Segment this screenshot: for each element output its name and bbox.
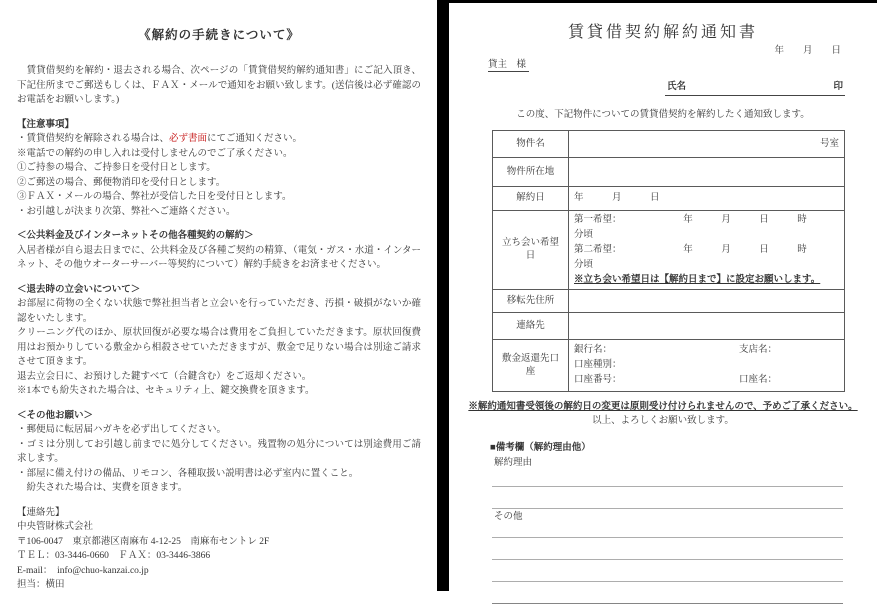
utilities-body: 入居者様が自ら退去日までに、公共料金及び各種ご契約の精算、（電気・ガス・水道・インターネット、その他ウオーターサーバー等契約について）解約手続きをお済ませください。	[17, 245, 421, 270]
row-refund-account	[493, 340, 845, 392]
walkthrough-paragraph: 退去立会日に、お預けした鍵すべて（合鍵含む）をご返却ください。	[17, 371, 312, 382]
ruled-line	[492, 538, 843, 560]
account-type-row	[574, 358, 839, 373]
walkthrough-paragraph: ※1本でも紛失された場合は、セキュリティ上、鍵交換費を頂きます。	[17, 386, 315, 396]
section-heading: 【注意事項】	[17, 119, 75, 130]
cell-label: 解約日	[493, 187, 569, 211]
section-heading: ＜退去時の立会いについて＞	[17, 284, 141, 295]
notice-line: ※電話での解約の申し入れは受付しませんのでご了承ください。	[17, 148, 293, 159]
meeting-first-choice: 第一希望： 年 月 日 時 分頃	[574, 215, 836, 240]
section-heading: ＜その他お願い＞	[17, 410, 94, 421]
account-branch-label: 支店名：	[739, 345, 778, 355]
row-meeting-date	[493, 211, 845, 290]
form-intro: この度、下記物件についての賃貸借契約を解約したく通知致します。	[516, 110, 810, 120]
contact-telfax: ＴＥＬ：03-3446-0660 ＦＡＸ：03-3446-3866	[17, 551, 211, 561]
section-contact	[17, 506, 421, 593]
meeting-note: ※立ち会い希望日は【解約日まで】に設定お願いします。	[574, 275, 821, 285]
cancellation-table	[492, 130, 845, 392]
seal-label: 印	[833, 82, 843, 92]
row-property-address	[493, 158, 845, 187]
row-cancel-date	[493, 187, 845, 211]
account-bank-row	[574, 343, 839, 358]
recipient-label: 貸主 様	[488, 60, 529, 72]
page-title: 《解約の手続きについて》	[138, 28, 300, 42]
form-title: 賃貸借契約解約通知書	[567, 24, 758, 41]
others-line: ・郵便局に転居届ハガキを必ず出してください。	[17, 425, 227, 435]
account-type-label: 口座種別：	[574, 360, 622, 370]
row-property-name	[493, 131, 845, 158]
ruled-line	[492, 560, 843, 582]
ruled-line	[492, 470, 843, 487]
contact-company: 中央管財株式会社	[17, 522, 94, 532]
cancellation-form-page	[437, 0, 877, 613]
form-content	[449, 3, 877, 604]
row-new-address	[493, 290, 845, 313]
section-heading: 【連絡先】	[17, 507, 65, 518]
emphasis-red-text: 必ず書面	[169, 134, 208, 144]
account-number-row	[574, 373, 839, 388]
date-line: 年 月 日	[774, 46, 841, 56]
others-line: ・部屋に備え付けの備品、リモコン、各種取扱い説明書は必ず室内に置くこと。	[17, 468, 359, 479]
ruled-line	[492, 582, 843, 604]
cell-label: 物件所在地	[493, 158, 569, 187]
section-notice	[17, 118, 421, 220]
notice-line: ③ＦＡＸ・メールの場合、弊社が受信した日を受付日とします。	[17, 192, 292, 202]
cell-label: 敷金返還先口座	[493, 340, 569, 392]
contact-email: E-mail： info@chuo-kanzai.co.jp	[17, 565, 149, 576]
cell-value	[569, 290, 845, 313]
intro-paragraph: 賃貸借契約を解約・退去される場合、次ページの「賃貸借契約解約通知書」にご記入頂き、下記住所までご郵送もしくは、ＦＡＸ・メールで通知をお願い致します。(送信後は必ず確認のお電話をお願いします。)	[17, 66, 421, 105]
walkthrough-paragraph: クリーニング代のほか、原状回復が必要な場合は費用をご負担していただきます。原状回復費用はお預かりしている敷金から相殺させていただきますが、敷金で足りない場合は別途ご請求させて頂きます。	[17, 328, 421, 367]
contact-person: 担当：横田	[17, 580, 65, 590]
cell-value	[569, 158, 845, 187]
cell-label: 移転先住所	[493, 290, 569, 313]
cell-value: 年 月 日	[569, 187, 845, 211]
notice-line-pre: ・賃貸借契約を解除される場合は、	[17, 134, 170, 144]
account-holder-label: 口座名：	[739, 375, 778, 385]
notice-line: ・お引越しが決まり次第、弊社へご連絡ください。	[17, 206, 236, 217]
instructions-page	[0, 0, 437, 613]
closing-line: 以上、よろしくお願い致します。	[592, 416, 734, 426]
warning-note: ※解約通知書受領後の解約日の変更は原則受け付けられませんので、予めご了承ください。	[468, 402, 858, 412]
contact-address: 〒106-0047 東京都港区南麻布 4-12-25 南麻布セントレ 2F	[17, 536, 270, 547]
reason-label: 解約理由	[494, 458, 533, 468]
remarks-heading: ■備考欄（解約理由他）	[490, 443, 591, 453]
cell-value	[569, 211, 845, 290]
cell-value	[569, 340, 845, 392]
ruled-line	[492, 487, 843, 509]
cell-label: 立ち会い希望日	[493, 211, 569, 290]
cell-label: 物件名	[493, 131, 569, 158]
notice-line-post: にてご通知ください。	[207, 134, 303, 144]
others-line: 紛失された場合は、実費を頂きます。	[17, 483, 188, 493]
name-label: 氏名	[667, 82, 687, 92]
section-walkthrough	[17, 283, 421, 399]
other-label: その他	[494, 512, 523, 522]
cell-value	[569, 313, 845, 340]
meeting-second-choice: 第二希望： 年 月 日 時 分頃	[574, 245, 836, 270]
account-number-label: 口座番号：	[574, 375, 622, 385]
scan-edge-left	[437, 0, 449, 591]
account-bank-label: 銀行名：	[574, 345, 613, 355]
notice-line: ①ご持参の場合、ご持参日を受付日とします。	[17, 163, 216, 173]
row-contact	[493, 313, 845, 340]
cell-label: 連絡先	[493, 313, 569, 340]
ruled-line	[492, 524, 843, 538]
unit-suffix: 号室	[569, 131, 845, 158]
recipient-line	[488, 59, 877, 72]
notice-line: ②ご郵送の場合、郵便物消印を受付日とします。	[17, 177, 226, 188]
section-others	[17, 409, 421, 496]
name-seal-line	[665, 81, 845, 96]
walkthrough-paragraph: お部屋に荷物の全くない状態で弊社担当者と立会いを行っていただき、汚損・破損がないか確認をいたします。	[17, 299, 421, 324]
others-line: ・ゴミは分別してお引越し前までに処分してください。残置物の処分については別途費用ご請求します。	[17, 439, 421, 464]
section-heading: ＜公共料金及びインターネットその他各種契約の解約＞	[17, 231, 254, 241]
section-utilities	[17, 229, 421, 273]
notice-line-written	[17, 132, 421, 147]
